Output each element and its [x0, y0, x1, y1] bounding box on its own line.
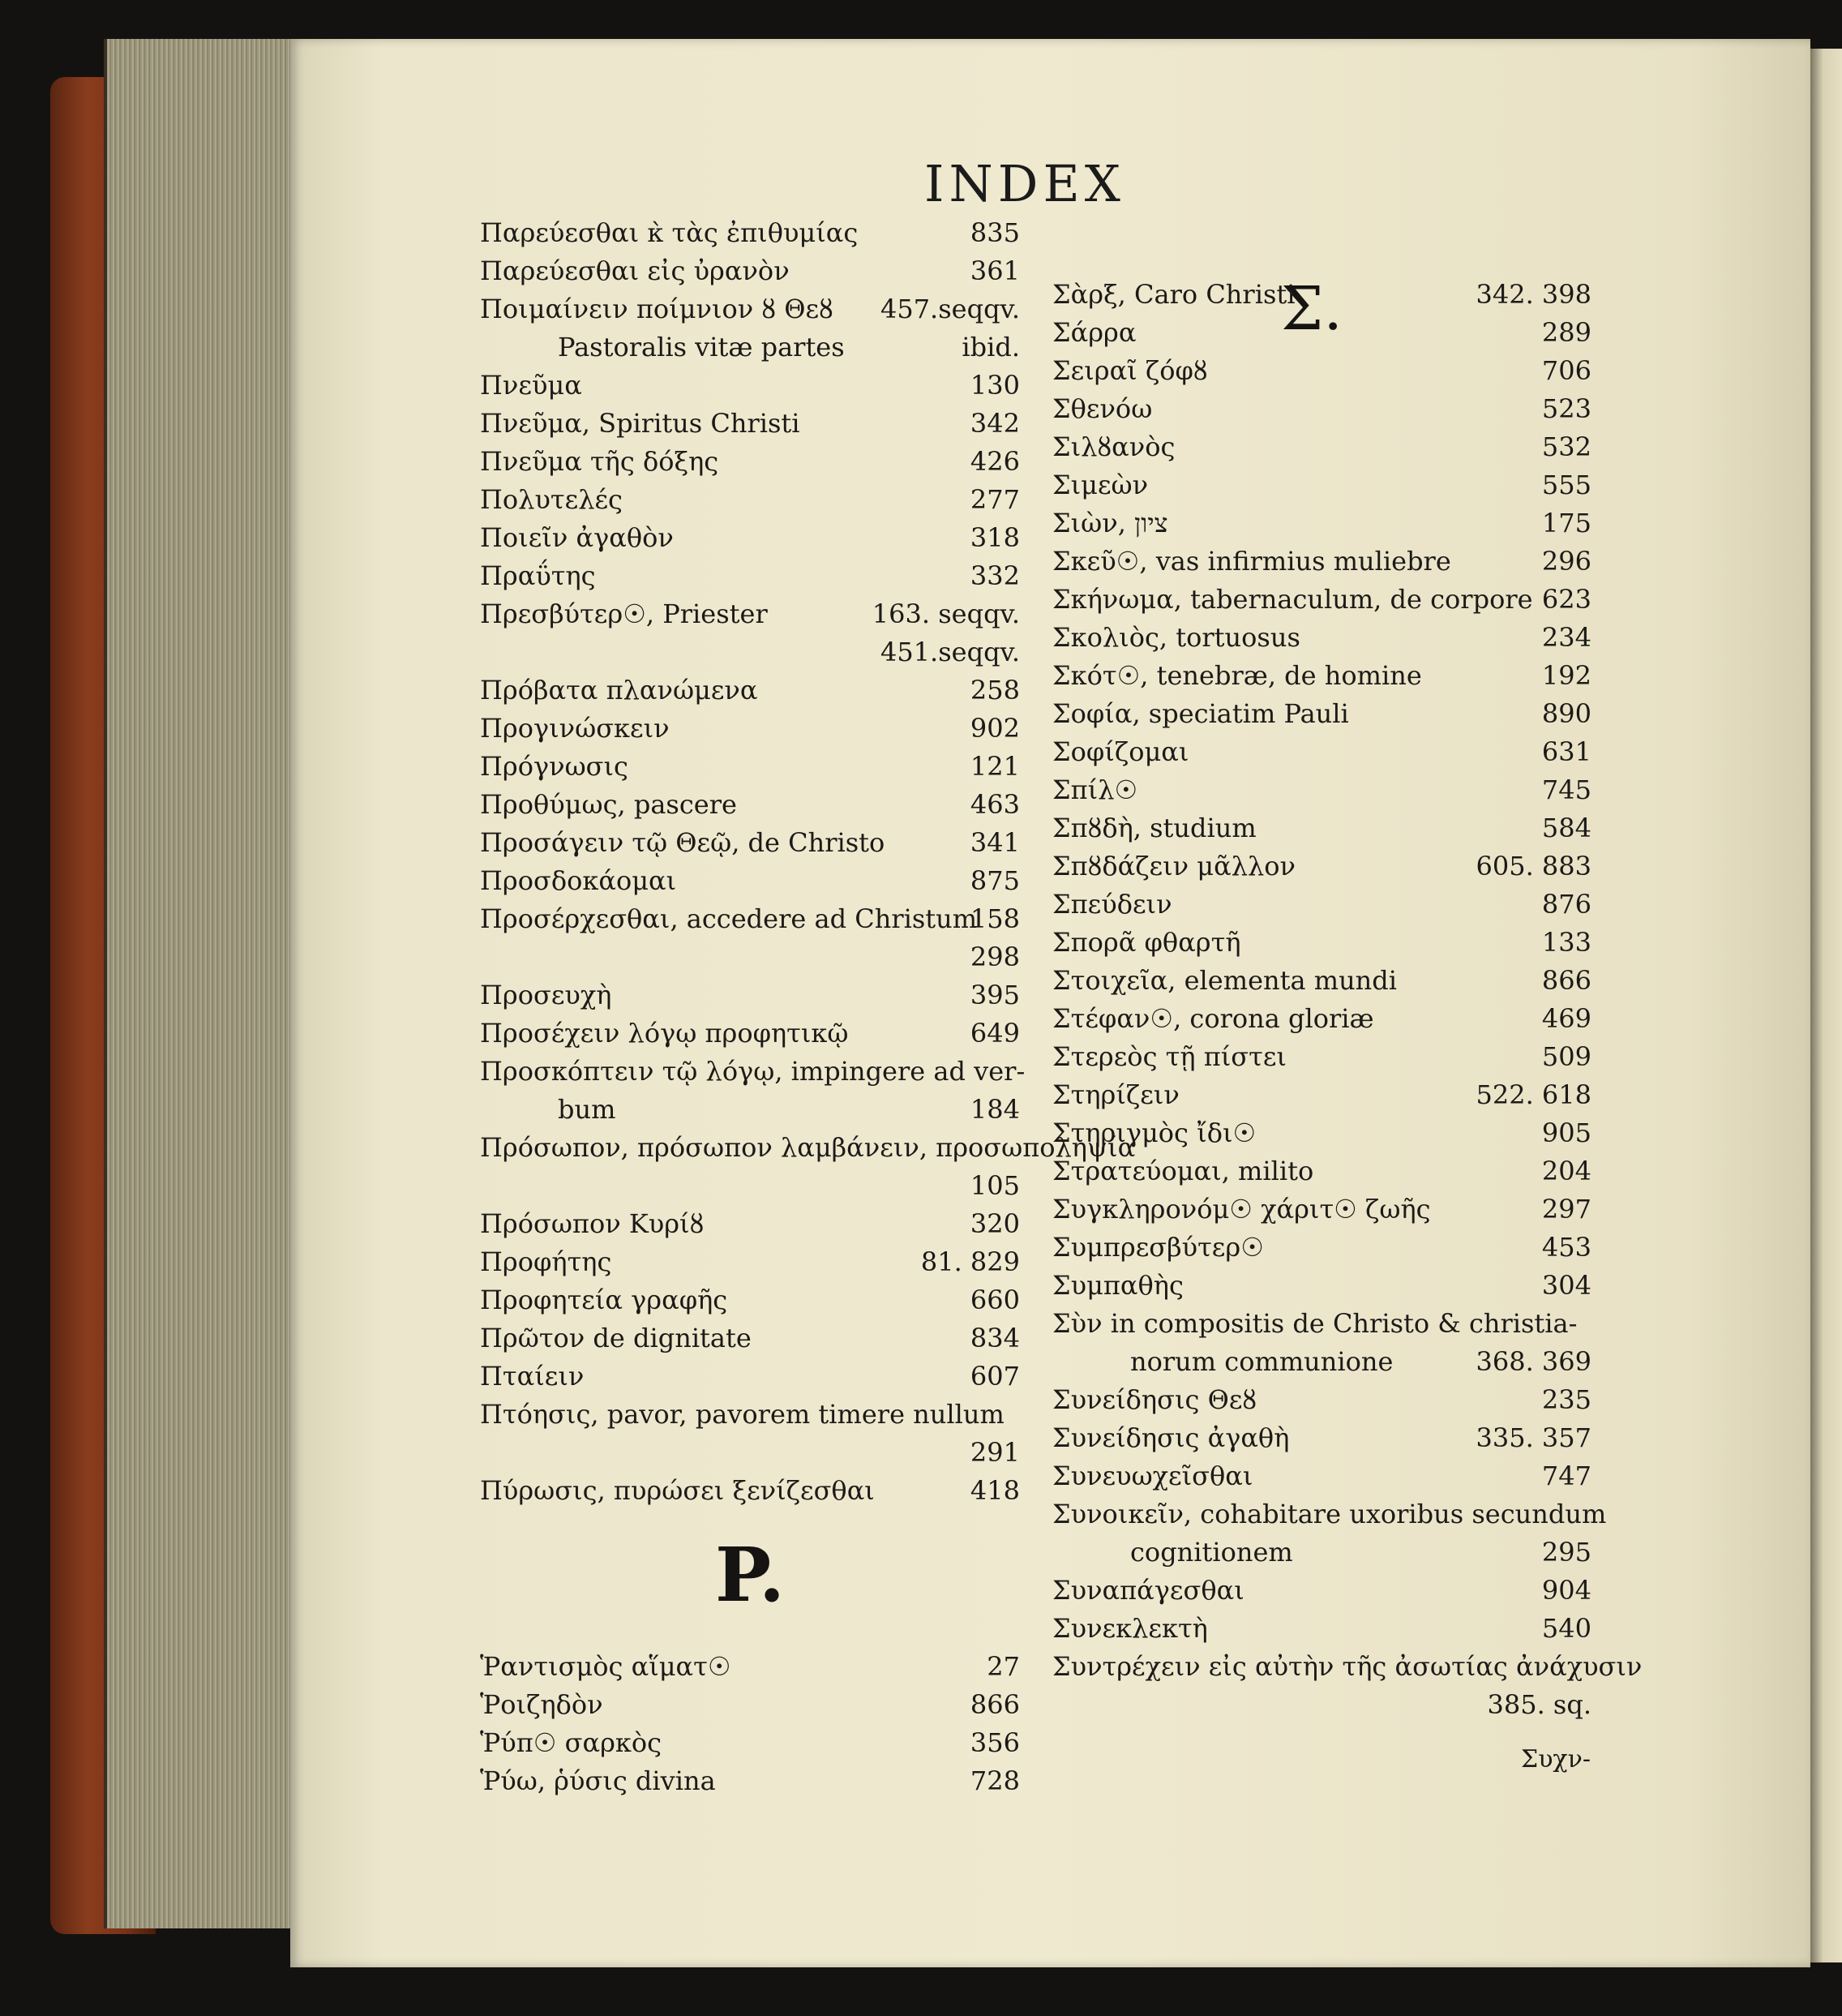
- entry-term: Πρῶτον de dignitate: [480, 1323, 752, 1353]
- entry-page-number: 834: [970, 1323, 1020, 1353]
- entry-page-number: 649: [970, 1018, 1020, 1049]
- index-entry: [1052, 504, 1591, 543]
- index-entry: [480, 1724, 1020, 1762]
- right-column: [1052, 276, 1643, 1724]
- index-entry: [1052, 657, 1591, 695]
- catchword: Συχν-: [1520, 1745, 1591, 1774]
- index-entry: [480, 976, 1020, 1014]
- index-entry: [1052, 1610, 1591, 1648]
- entry-page-number: 304: [1541, 1270, 1591, 1301]
- entry-page-number: 356: [970, 1727, 1020, 1758]
- entry-page-number: 158: [970, 903, 1020, 934]
- entry-page-number: 706: [1541, 355, 1591, 386]
- index-entry: [1052, 390, 1591, 428]
- index-entry: [480, 595, 1020, 633]
- entry-page-number: 523: [1541, 393, 1591, 424]
- entry-page-number: 291: [970, 1437, 1020, 1468]
- entry-term: Σκήνωμα, tabernaculum, de corpore: [1052, 584, 1533, 615]
- entry-term: Σθενόω: [1052, 393, 1153, 424]
- index-entry: [1052, 1000, 1591, 1038]
- index-entry: [480, 1319, 1020, 1358]
- entry-term: Πνεῦμα τῆς δόξης: [480, 446, 719, 477]
- index-entry: [1052, 1114, 1591, 1152]
- entry-page-number: 130: [970, 370, 1020, 401]
- index-entry: [480, 328, 1020, 367]
- entry-page-number: 453: [1541, 1232, 1591, 1263]
- index-entry: [1052, 962, 1591, 1000]
- entry-page-number: 457.seqqv.: [880, 294, 1020, 324]
- entry-term: Στοιχεῖα, elementa mundi: [1052, 965, 1397, 996]
- running-head: INDEX: [924, 154, 1125, 213]
- entry-page-number: 27: [987, 1651, 1020, 1682]
- page-edges: [104, 39, 298, 1928]
- entry-term: Συνείδησις ἀγαθὴ: [1052, 1422, 1290, 1453]
- entry-term: Προφητεία γραφῆς: [480, 1285, 728, 1315]
- index-entry: [1052, 695, 1591, 733]
- entry-term: Συναπάγεσθαι: [1052, 1575, 1244, 1606]
- entry-term: Πτόησις, pavor, pavorem timere nullum: [480, 1399, 1005, 1430]
- index-entry: [480, 1686, 1020, 1724]
- entry-page-number: 184: [970, 1094, 1020, 1125]
- entry-page-number: 105: [970, 1170, 1020, 1201]
- index-entry: [480, 290, 1020, 328]
- entry-term: Σκότ☉, tenebræ, de homine: [1052, 660, 1422, 691]
- entry-page-number: 296: [1541, 546, 1591, 577]
- entry-page-number: 418: [970, 1475, 1020, 1506]
- entry-page-number: ibid.: [962, 332, 1020, 362]
- index-entry: [1052, 1419, 1591, 1457]
- entry-page-number: 234: [1541, 622, 1591, 653]
- index-entry: [1052, 1533, 1591, 1572]
- entry-page-number: 902: [970, 713, 1020, 744]
- entry-page-number: 320: [970, 1208, 1020, 1239]
- index-entry: [1052, 543, 1591, 581]
- entry-page-number: 163. seqqv.: [872, 598, 1020, 629]
- entry-page-number: 875: [970, 865, 1020, 896]
- index-entry: [480, 443, 1020, 481]
- entry-page-number: 342. 398: [1476, 279, 1591, 310]
- index-entry: [1052, 1190, 1591, 1229]
- index-entry: [480, 1434, 1020, 1472]
- index-entry: [1052, 1229, 1591, 1267]
- entry-term: Σπεύδειν: [1052, 889, 1172, 920]
- entry-term: Σειραῖ ζόφȣ: [1052, 355, 1208, 386]
- entry-term: Σοφία, speciatim Pauli: [1052, 698, 1349, 729]
- entry-term: Στηρίζειν: [1052, 1079, 1180, 1110]
- entry-page-number: 607: [970, 1361, 1020, 1392]
- entry-term: Στέφαν☉, corona gloriæ: [1052, 1003, 1374, 1034]
- entry-page-number: 555: [1541, 470, 1591, 500]
- entry-page-number: 277: [970, 484, 1020, 515]
- entry-term: Προσευχὴ: [480, 980, 612, 1010]
- index-entry: [480, 1762, 1020, 1800]
- index-entry: [1052, 581, 1591, 619]
- entry-term: Ῥοιζηδὸν: [480, 1689, 603, 1720]
- index-entry: [1052, 1572, 1591, 1610]
- entry-term: Προσδοκάομαι: [480, 865, 677, 896]
- entry-page-number: 133: [1541, 927, 1591, 958]
- index-entry: [480, 214, 1020, 252]
- entry-page-number: 745: [1541, 774, 1591, 805]
- entry-term: Pastoralis vitæ partes: [558, 332, 845, 362]
- entry-page-number: 361: [970, 255, 1020, 286]
- entry-term: Σιμεὼν: [1052, 470, 1149, 500]
- entry-term: Πραΰτης: [480, 560, 596, 591]
- index-entry: [480, 1358, 1020, 1396]
- index-entry: [480, 252, 1020, 290]
- entry-term: Προγινώσκειν: [480, 713, 670, 744]
- entry-term: Παρεύεσθαι εἰς ὐρανὸν: [480, 255, 790, 286]
- index-entry: [480, 1281, 1020, 1319]
- index-entry: [1052, 314, 1591, 352]
- index-entry: [480, 900, 1020, 938]
- index-entry: [480, 1129, 1136, 1167]
- entry-term: Στρατεύομαι, milito: [1052, 1156, 1314, 1186]
- entry-page-number: 335. 357: [1476, 1422, 1591, 1453]
- entry-term: Σὰρξ, Caro Christi: [1052, 279, 1296, 310]
- entry-page-number: 297: [1541, 1194, 1591, 1225]
- index-entry: [480, 1053, 1026, 1091]
- entry-page-number: 451.seqqv.: [880, 637, 1020, 667]
- entry-page-number: 298: [970, 942, 1020, 972]
- entry-term: Σάρρα: [1052, 317, 1137, 348]
- index-entry: [1052, 886, 1591, 924]
- entry-term: Πνεῦμα, Spiritus Christi: [480, 408, 800, 439]
- entry-term: Σιὼν, ציון: [1052, 508, 1168, 538]
- index-entry: [1052, 466, 1591, 504]
- entry-term: Προσέχειν λόγῳ προφητικῷ: [480, 1018, 849, 1049]
- entry-page-number: 318: [970, 522, 1020, 553]
- entry-term: Συνευωχεῖσθαι: [1052, 1461, 1253, 1491]
- entry-page-number: 631: [1541, 736, 1591, 767]
- entry-term: Ποιεῖν ἀγαθὸν: [480, 522, 674, 553]
- index-entry: [480, 1167, 1020, 1205]
- entry-page-number: 289: [1541, 317, 1591, 348]
- index-entry: [1052, 809, 1591, 847]
- entry-page-number: 623: [1541, 584, 1591, 615]
- entry-page-number: 890: [1541, 698, 1591, 729]
- entry-page-number: 584: [1541, 813, 1591, 843]
- index-entry: [1052, 1152, 1591, 1190]
- entry-term: Πρόγνωσις: [480, 751, 628, 782]
- index-entry: [480, 786, 1020, 824]
- entry-term: Συνείδησις Θεȣ: [1052, 1384, 1257, 1415]
- entry-page-number: 605. 883: [1476, 851, 1591, 881]
- entry-term: Προσάγειν τῷ Θεῷ, de Christo: [480, 827, 885, 858]
- entry-page-number: 385. sq.: [1487, 1689, 1591, 1720]
- entry-page-number: 660: [970, 1285, 1020, 1315]
- entry-term: norum communione: [1130, 1346, 1394, 1377]
- index-entry: [1052, 1076, 1591, 1114]
- entry-term: Συγκληρονόμ☉ χάριτ☉ ζωῆς: [1052, 1194, 1431, 1225]
- index-entry: [1052, 1495, 1607, 1533]
- index-entry: [480, 367, 1020, 405]
- entry-term: bum: [558, 1094, 616, 1125]
- entry-term: Στηριγμὸς ἴδι☉: [1052, 1117, 1257, 1148]
- index-entry: [1052, 847, 1591, 886]
- index-entry: [1052, 1267, 1591, 1305]
- entry-term: Σπορᾶ φθαρτῆ: [1052, 927, 1241, 958]
- entry-term: Προθύμως, pascere: [480, 789, 737, 820]
- entry-term: Πολυτελές: [480, 484, 623, 515]
- entry-page-number: 81. 829: [920, 1246, 1020, 1277]
- entry-term: Συντρέχειν εἰς αὐτὴν τῆς ἀσωτίας ἀνάχυσιν: [1052, 1651, 1643, 1682]
- index-entry: [1052, 276, 1591, 314]
- entry-term: Σοφίζομαι: [1052, 736, 1189, 767]
- entry-term: Συνεκλεκτὴ: [1052, 1613, 1208, 1644]
- index-entry: [480, 824, 1020, 862]
- entry-term: Σὺν in compositis de Christo & christia-: [1052, 1308, 1578, 1339]
- entry-page-number: 540: [1541, 1613, 1591, 1644]
- index-entry: [480, 1243, 1020, 1281]
- entry-term: Στερεὸς τῇ πίστει: [1052, 1041, 1287, 1072]
- entry-term: Ποιμαίνειν ποίμνιον ȣ Θεȣ: [480, 294, 833, 324]
- entry-page-number: 192: [1541, 660, 1591, 691]
- index-entry: [1052, 619, 1591, 657]
- entry-page-number: 204: [1541, 1156, 1591, 1186]
- entry-page-number: 342: [970, 408, 1020, 439]
- index-entry: [1052, 1686, 1591, 1724]
- facing-page-edge: [1810, 49, 1842, 1962]
- index-entry: [1052, 1648, 1643, 1686]
- index-entry: [480, 1472, 1020, 1510]
- index-entry: [1052, 924, 1591, 962]
- index-entry: [480, 938, 1020, 976]
- section-letter-rho: P.: [715, 1531, 785, 1619]
- entry-page-number: 258: [970, 675, 1020, 706]
- index-entry: [480, 671, 1020, 710]
- entry-term: Σκολιὸς, tortuosus: [1052, 622, 1300, 653]
- entry-page-number: 463: [970, 789, 1020, 820]
- entry-term: Σπȣδάζειν μᾶλλον: [1052, 851, 1296, 881]
- entry-page-number: 235: [1541, 1384, 1591, 1415]
- entry-term: Πρεσβύτερ☉, Priester: [480, 598, 768, 629]
- entry-page-number: 747: [1541, 1461, 1591, 1491]
- entry-page-number: 295: [1541, 1537, 1591, 1568]
- index-entry: [1052, 771, 1591, 809]
- index-entry: [1052, 733, 1591, 771]
- index-entry: [480, 557, 1020, 595]
- entry-page-number: 904: [1541, 1575, 1591, 1606]
- entry-page-number: 522. 618: [1476, 1079, 1591, 1110]
- index-entry: [1052, 1343, 1591, 1381]
- entry-term: Ῥύπ☉ σαρκὸς: [480, 1727, 662, 1758]
- entry-page-number: 532: [1541, 431, 1591, 462]
- entry-page-number: 866: [1541, 965, 1591, 996]
- entry-term: Ῥύω, ῥύσις divina: [480, 1765, 716, 1796]
- index-entry: [480, 1205, 1020, 1243]
- entry-page-number: 876: [1541, 889, 1591, 920]
- entry-page-number: 341: [970, 827, 1020, 858]
- entry-term: Συνοικεῖν, cohabitare uxoribus secundum: [1052, 1499, 1607, 1529]
- entry-page-number: 395: [970, 980, 1020, 1010]
- index-entry: [480, 519, 1020, 557]
- index-entry: [1052, 1038, 1591, 1076]
- entry-page-number: 469: [1541, 1003, 1591, 1034]
- entry-term: Πρόβατα πλανώμενα: [480, 675, 758, 706]
- index-entry: [480, 1014, 1020, 1053]
- entry-term: Πύρωσις, πυρώσει ξενίζεσθαι: [480, 1475, 875, 1506]
- entry-term: Προσέρχεσθαι, accedere ad Christum: [480, 903, 978, 934]
- entry-term: Σιλȣανὸς: [1052, 431, 1176, 462]
- entry-page-number: 121: [970, 751, 1020, 782]
- entry-page-number: 332: [970, 560, 1020, 591]
- entry-page-number: 368. 369: [1476, 1346, 1591, 1377]
- entry-term: Παρεύεσθαι κ̀ τὰς ἐπιθυμίας: [480, 217, 859, 248]
- entry-term: Προφήτης: [480, 1246, 612, 1277]
- section-letter-sigma: Σ.: [1281, 274, 1343, 344]
- entry-term: Συμπρεσβύτερ☉: [1052, 1232, 1264, 1263]
- entry-term: Πρόσωπον Κυρίȣ: [480, 1208, 705, 1239]
- entry-page-number: 426: [970, 446, 1020, 477]
- entry-term: Σκεῦ☉, vas infirmius muliebre: [1052, 546, 1451, 577]
- index-entry: [1052, 1381, 1591, 1419]
- index-entry: [480, 1648, 1020, 1686]
- index-entry: [480, 748, 1020, 786]
- entry-page-number: 175: [1541, 508, 1591, 538]
- entry-term: Ῥαντισμὸς αἵματ☉: [480, 1651, 731, 1682]
- entry-term: Πταίειν: [480, 1361, 585, 1392]
- index-entry: [480, 481, 1020, 519]
- entry-term: Συμπαθὴς: [1052, 1270, 1184, 1301]
- index-entry: [1052, 1305, 1591, 1343]
- entry-page-number: 866: [970, 1689, 1020, 1720]
- entry-term: Πρόσωπον, πρόσωπον λαμβάνειν, προσωποληψία: [480, 1132, 1136, 1163]
- entry-term: cognitionem: [1130, 1537, 1293, 1568]
- index-entry: [480, 405, 1020, 443]
- index-entry: [480, 710, 1020, 748]
- index-entry: [480, 633, 1020, 671]
- entry-page-number: 835: [970, 217, 1020, 248]
- index-entry: [480, 1091, 1020, 1129]
- entry-term: Πνεῦμα: [480, 370, 582, 401]
- entry-page-number: 728: [970, 1765, 1020, 1796]
- index-entry: [480, 862, 1020, 900]
- index-entry: [1052, 352, 1591, 390]
- entry-term: Σπίλ☉: [1052, 774, 1138, 805]
- index-entry: [480, 1396, 1020, 1434]
- entry-page-number: 905: [1541, 1117, 1591, 1148]
- entry-term: Προσκόπτειν τῷ λόγῳ, impingere ad ver-: [480, 1056, 1026, 1087]
- index-entry: [1052, 1457, 1591, 1495]
- entry-page-number: 509: [1541, 1041, 1591, 1072]
- entry-term: Σπȣδὴ, studium: [1052, 813, 1257, 843]
- index-entry: [1052, 428, 1591, 466]
